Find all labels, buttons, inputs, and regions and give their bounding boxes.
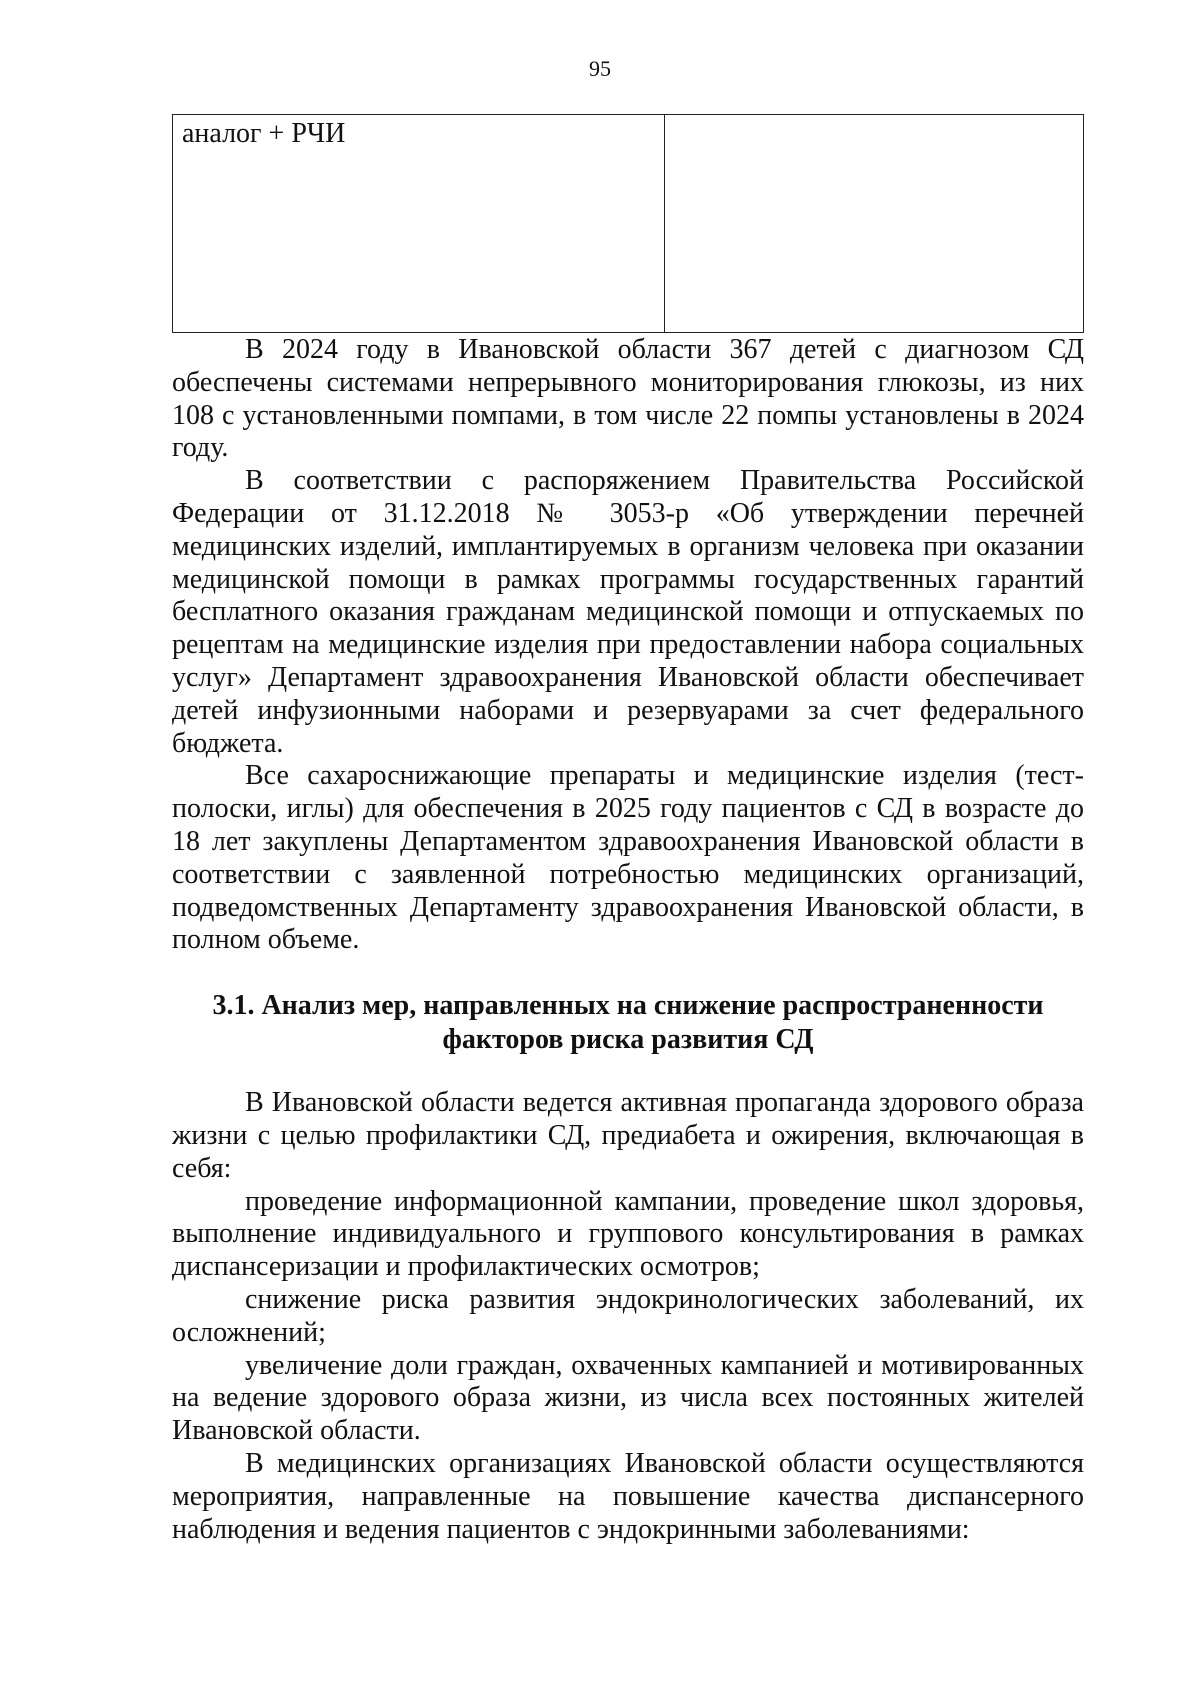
section-heading [172, 989, 1084, 1057]
paragraph: В 2024 году в Ивановской области 367 детей с диагнозом СД обеспечены системами непрерывного мониторирования глюкозы, из них 108 с установленными помпами, в том числе 22 помпы установлены в 2024 году. [172, 334, 1084, 464]
paragraph: В соответствии с распоряжением Правительства Российской Федерации от 31.12.2018 № 3053-р «Об утверждении перечней медицинских изделий, имплантируемых в организм человека при оказании медицинской помощи в рамках программы государственных гарантий бесплатного оказания гражданам медицинской помощи и отпускаемых по рецептам на медицинские изделия при предоставлении набора социальных услуг» Департамент здравоохранения Ивановской области обеспечивает детей инфузионными наборами и резервуарами за счет федерального бюджета. [172, 465, 1084, 759]
section-heading-line: факторов риска развития СД [442, 1024, 814, 1056]
table-cell [665, 115, 1084, 333]
paragraph: Все сахароснижающие препараты и медицинские изделия (тест-полоски, иглы) для обеспечения в 2025 году пациентов с СД в возрасте до 18 лет закуплены Департаментом здравоохранения Ивановской области в соответствии с заявленной потребностью медицинских организаций, подведомственных Департаменту здравоохранения Ивановской области, в полном объеме. [172, 760, 1084, 956]
list-item: проведение информационной кампании, проведение школ здоровья, выполнение индивидуального и группового консультирования в рамках диспансеризации и профилактических осмотров; [172, 1185, 1084, 1283]
continued-table [172, 114, 1084, 333]
table-cell: аналог + РЧИ [173, 115, 665, 333]
paragraph: В Ивановской области ведется активная пропаганда здорового образа жизни с целью профилактики СД, предиабета и ожирения, включающая в себя: [172, 1087, 1084, 1184]
paragraph: В медицинских организациях Ивановской области осуществляются мероприятия, направленные на повышение качества диспансерного наблюдения и ведения пациентов с эндокринными заболеваниями: [172, 1447, 1084, 1545]
page-number: 95 [589, 56, 611, 81]
section-heading-line: 3.1. Анализ мер, направленных на снижение распространенности [212, 990, 1044, 1022]
document-body [172, 334, 1084, 1546]
list-item: увеличение доли граждан, охваченных кампанией и мотивированных на ведение здорового образа жизни, из числа всех постоянных жителей Ивановской области. [172, 1349, 1084, 1447]
table-row [173, 115, 1084, 333]
list-item: снижение риска развития эндокринологических заболеваний, их осложнений; [172, 1283, 1084, 1348]
